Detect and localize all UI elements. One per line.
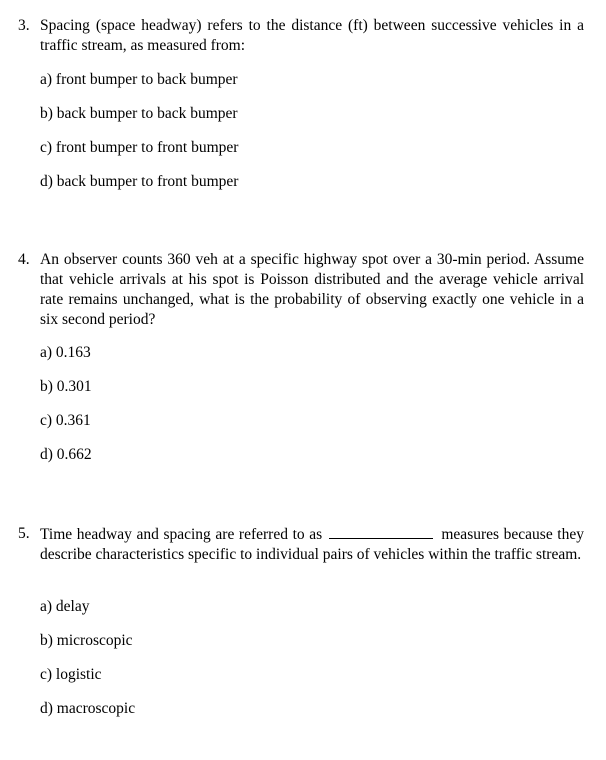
- option-c[interactable]: c) logistic: [40, 666, 102, 683]
- question-stem: [18, 16, 584, 56]
- question-text: [40, 524, 584, 565]
- option-b[interactable]: b) back bumper to back bumper: [40, 105, 238, 122]
- fill-in-blank: [329, 524, 433, 539]
- option-d[interactable]: d) back bumper to front bumper: [40, 173, 239, 190]
- option-b[interactable]: b) microscopic: [40, 632, 133, 649]
- question-number: 3.: [18, 17, 30, 34]
- question-number: 5.: [18, 525, 30, 542]
- option-c[interactable]: c) front bumper to front bumper: [40, 139, 239, 156]
- option-d[interactable]: d) macroscopic: [40, 700, 136, 717]
- question-text: An observer counts 360 veh at a specific highway spot over a 30-min period. Assume that vehicle arrivals at his spot is Poisson distributed and the average vehicle arrival rate remains unchanged, what is the probability of observing exactly one vehicle in a six second period?: [40, 251, 584, 328]
- option-a[interactable]: a) front bumper to back bumper: [40, 71, 238, 88]
- option-b[interactable]: b) 0.301: [40, 378, 92, 395]
- question-3: [18, 16, 584, 190]
- option-c[interactable]: c) 0.361: [40, 412, 91, 429]
- option-d[interactable]: d) 0.662: [40, 446, 92, 463]
- question-text-before-blank: Time headway and spacing are referred to as: [40, 526, 323, 543]
- option-a[interactable]: a) 0.163: [40, 344, 91, 361]
- question-text-after-blank: measures because they describe characteristics specific to individual pairs of vehicles within the traffic stream.: [40, 526, 584, 563]
- question-text: Spacing (space headway) refers to the distance (ft) between successive vehicles in a traffic stream, as measured from:: [40, 17, 584, 54]
- option-a[interactable]: a) delay: [40, 598, 90, 615]
- question-stem: [18, 250, 584, 330]
- question-stem: [18, 524, 584, 565]
- question-5: [18, 524, 584, 717]
- question-number: 4.: [18, 251, 30, 268]
- question-4: [18, 250, 584, 463]
